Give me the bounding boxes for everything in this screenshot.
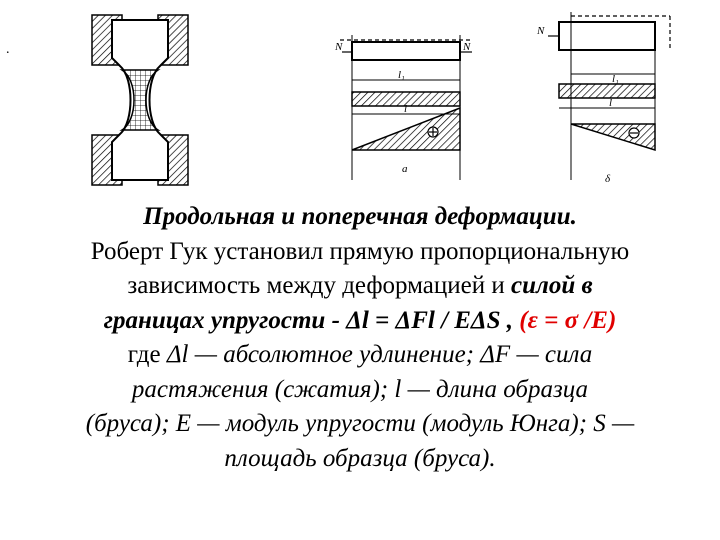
label-N-b: N [537, 25, 545, 37]
text-line-2: Роберт Гук установил прямую пропорциональную [90, 237, 630, 265]
label-N-left: N [335, 41, 343, 53]
heading: Продольная и поперечная деформации. [143, 203, 577, 230]
diagram-b [548, 12, 670, 180]
label-l: l [404, 103, 408, 115]
formula-sigma: σ [564, 306, 579, 334]
formula-over-E: /E) [578, 306, 617, 334]
text-line-7: (бруса); E — модуль упругости (модуль Юнга); S — [85, 410, 635, 437]
text-line-3-a: зависимость между деформацией и [127, 272, 512, 299]
text-line-6: растяжения (сжатия); l — длина образца [131, 375, 589, 403]
text-line-3-b: силой в [511, 272, 593, 299]
figures-strip [0, 0, 720, 200]
label-l1: l₁ [398, 69, 405, 81]
caption-b: δ [605, 173, 611, 185]
text-line-3 [0, 269, 720, 304]
tensile-specimen-figure [92, 15, 188, 185]
text-line-5-a: где [127, 341, 167, 368]
hooke-formula: Δl = ΔFl / EΔS [346, 306, 501, 334]
label-N-right: N [463, 41, 471, 53]
text-line-4-c: , [500, 306, 520, 334]
text-line-8: площадь образца (бруса). [224, 444, 496, 472]
main-text [0, 200, 720, 476]
label-l1-b: l₁ [612, 73, 619, 85]
label-l-b: l [609, 97, 613, 109]
stray-dot: . [6, 42, 10, 57]
text-line-4-a: границах упругости - [103, 306, 347, 334]
text-line-4 [0, 304, 720, 339]
text-line-5 [0, 338, 720, 373]
diagram-a-labels [334, 41, 471, 175]
text-line-5-b: Δl — абсолютное удлинение; ΔF — сила [166, 341, 593, 368]
formula-epsilon: (ε = [519, 306, 565, 334]
caption-a: a [402, 163, 408, 175]
